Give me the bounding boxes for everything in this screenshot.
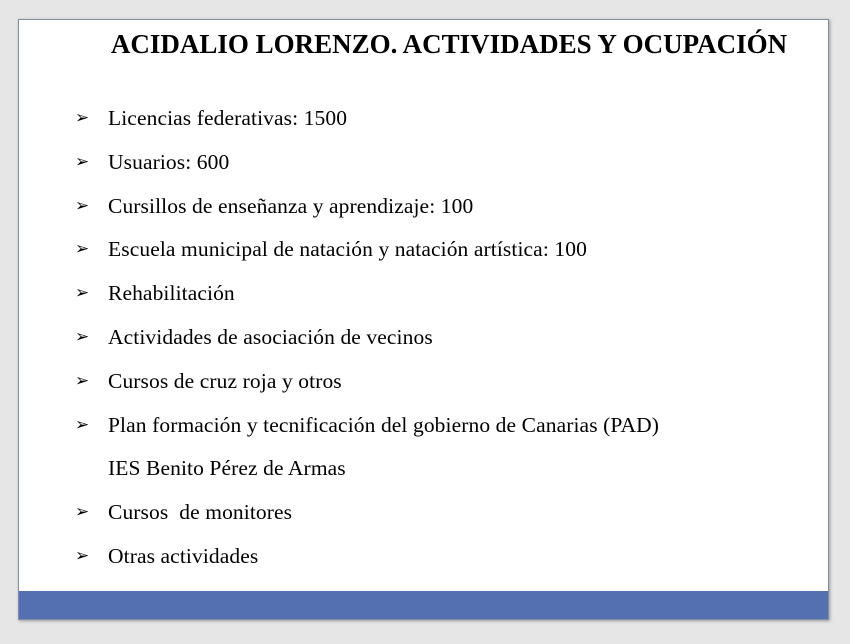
activity-list bbox=[75, 105, 659, 587]
list-item bbox=[75, 543, 659, 587]
list-item bbox=[75, 149, 659, 193]
list-item-text: Usuarios: 600 bbox=[108, 149, 230, 174]
arrow-bullet-icon: ➢ bbox=[75, 283, 90, 304]
arrow-bullet-icon: ➢ bbox=[75, 326, 90, 347]
list-item-text: Rehabilitación bbox=[108, 281, 235, 306]
list-item bbox=[75, 324, 659, 368]
list-item bbox=[75, 280, 659, 324]
arrow-bullet-icon: ➢ bbox=[75, 195, 90, 216]
list-item bbox=[75, 412, 659, 456]
list-item bbox=[75, 105, 659, 149]
list-item bbox=[75, 455, 659, 499]
arrow-bullet-icon: ➢ bbox=[75, 370, 90, 391]
slide bbox=[18, 19, 829, 620]
list-item-text: Cursos de cruz roja y otros bbox=[108, 368, 342, 393]
list-item bbox=[75, 368, 659, 412]
list-item-text: Cursillos de enseñanza y aprendizaje: 100 bbox=[108, 193, 474, 218]
list-item bbox=[75, 193, 659, 237]
list-item-text: Plan formación y tecnificación del gobierno de Canarias (PAD) bbox=[108, 412, 660, 437]
list-item-text: IES Benito Pérez de Armas bbox=[108, 456, 346, 481]
footer-bar bbox=[19, 591, 828, 619]
arrow-bullet-icon: ➢ bbox=[75, 151, 90, 172]
list-item bbox=[75, 236, 659, 280]
slide-title: ACIDALIO LORENZO. ACTIVIDADES Y OCUPACIÓN bbox=[110, 29, 788, 59]
arrow-bullet-icon: ➢ bbox=[75, 239, 90, 260]
list-item-text: Otras actividades bbox=[108, 543, 259, 568]
list-item-text: Actividades de asociación de vecinos bbox=[108, 324, 433, 349]
arrow-bullet-icon: ➢ bbox=[75, 108, 90, 128]
list-item-text: Licencias federativas: 1500 bbox=[108, 106, 348, 130]
list-item-text: Escuela municipal de natación y natación artística: 100 bbox=[108, 237, 587, 262]
list-item bbox=[75, 499, 659, 543]
arrow-bullet-icon: ➢ bbox=[75, 545, 90, 566]
arrow-bullet-icon: ➢ bbox=[75, 502, 90, 523]
arrow-bullet-icon: ➢ bbox=[75, 414, 90, 435]
list-item-text: Cursos de monitores bbox=[108, 500, 293, 525]
